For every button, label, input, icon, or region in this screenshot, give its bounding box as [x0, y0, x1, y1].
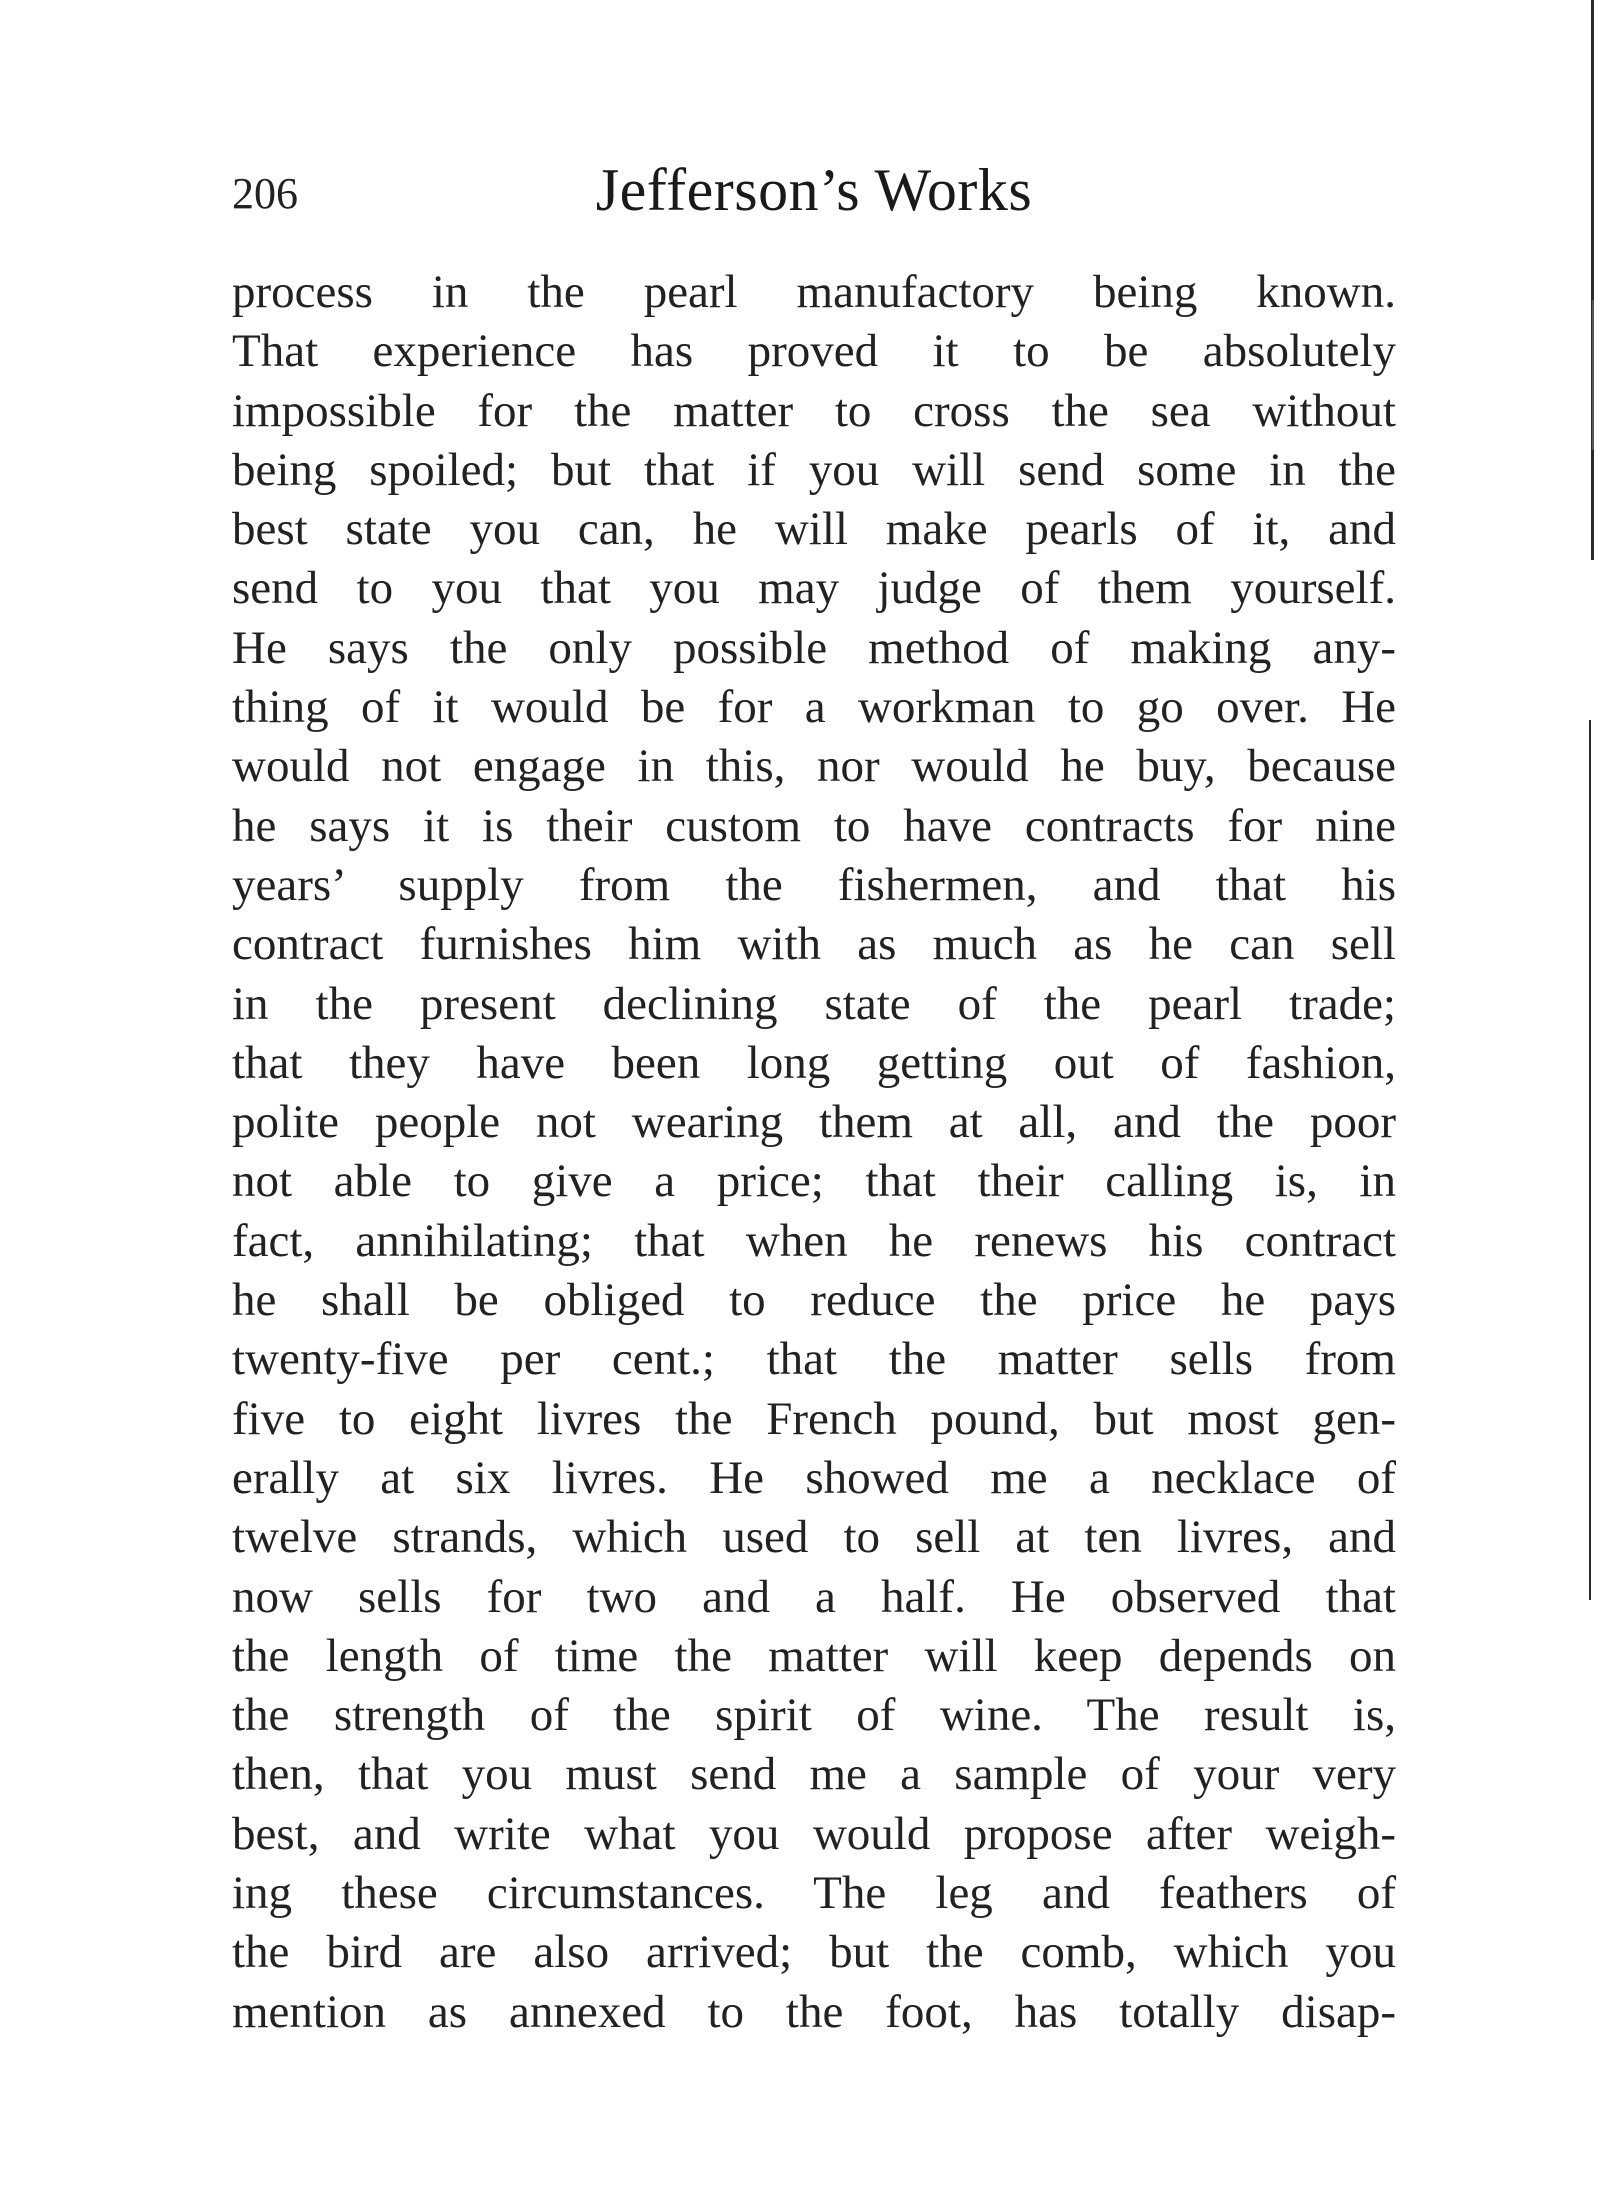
text-line: five to eight livres the French pound, but most gen- — [232, 1392, 1396, 1445]
text-line: send to you that you may judge of them yourself. — [232, 562, 1396, 615]
text-line: he says it is their custom to have contracts for nine — [232, 799, 1396, 852]
text-line: being spoiled; but that if you will send some in the — [232, 443, 1396, 496]
text-line: He says the only possible method of making any- — [232, 621, 1396, 674]
text-line: impossible for the matter to cross the sea without — [232, 384, 1396, 437]
text-line: ing these circumstances. The leg and feathers of — [232, 1867, 1396, 1920]
text-line: that they have been long getting out of fashion, — [232, 1036, 1396, 1089]
text-line: he shall be obliged to reduce the price he pays — [232, 1274, 1396, 1327]
text-line: twelve strands, which used to sell at ten livres, and — [232, 1511, 1396, 1564]
text-line: polite people not wearing them at all, and the poor — [232, 1096, 1396, 1149]
text-line: then, that you must send me a sample of your very — [232, 1748, 1396, 1801]
text-line: erally at six livres. He showed me a necklace of — [232, 1451, 1396, 1504]
scan-edge-line — [1589, 720, 1591, 1600]
text-line: the bird are also arrived; but the comb, which you — [232, 1926, 1396, 1979]
page-number: 206 — [232, 169, 298, 218]
text-line: would not engage in this, nor would he buy, because — [232, 740, 1396, 793]
text-line: mention as annexed to the foot, has totally disap- — [232, 1985, 1396, 2038]
text-line: best, and write what you would propose after weigh- — [232, 1807, 1396, 1860]
text-line: thing of it would be for a workman to go over. He — [232, 681, 1396, 734]
text-line: not able to give a price; that their calling is, in — [232, 1155, 1396, 1208]
running-head — [232, 140, 1396, 250]
running-title: Jefferson’s Works — [595, 157, 1033, 223]
text-line: twenty-five per cent.; that the matter sells from — [232, 1333, 1396, 1386]
text-line: the strength of the spirit of wine. The result is, — [232, 1689, 1396, 1742]
text-line: That experience has proved it to be absolutely — [232, 325, 1396, 378]
text-line: years’ supply from the fishermen, and that his — [232, 858, 1396, 911]
scan-edge-line — [1591, 0, 1594, 560]
scan-edge-line — [1592, 300, 1594, 450]
text-line: in the present declining state of the pearl trade; — [232, 977, 1396, 1030]
text-line: best state you can, he will make pearls of it, and — [232, 503, 1396, 556]
body-text — [232, 263, 1396, 2042]
text-line: fact, annihilating; that when he renews his contract — [232, 1214, 1396, 1267]
text-line: contract furnishes him with as much as he can sell — [232, 918, 1396, 971]
text-line: now sells for two and a half. He observed that — [232, 1570, 1396, 1623]
text-line: the length of time the matter will keep depends on — [232, 1629, 1396, 1682]
text-line: process in the pearl manufactory being known. — [232, 266, 1396, 318]
